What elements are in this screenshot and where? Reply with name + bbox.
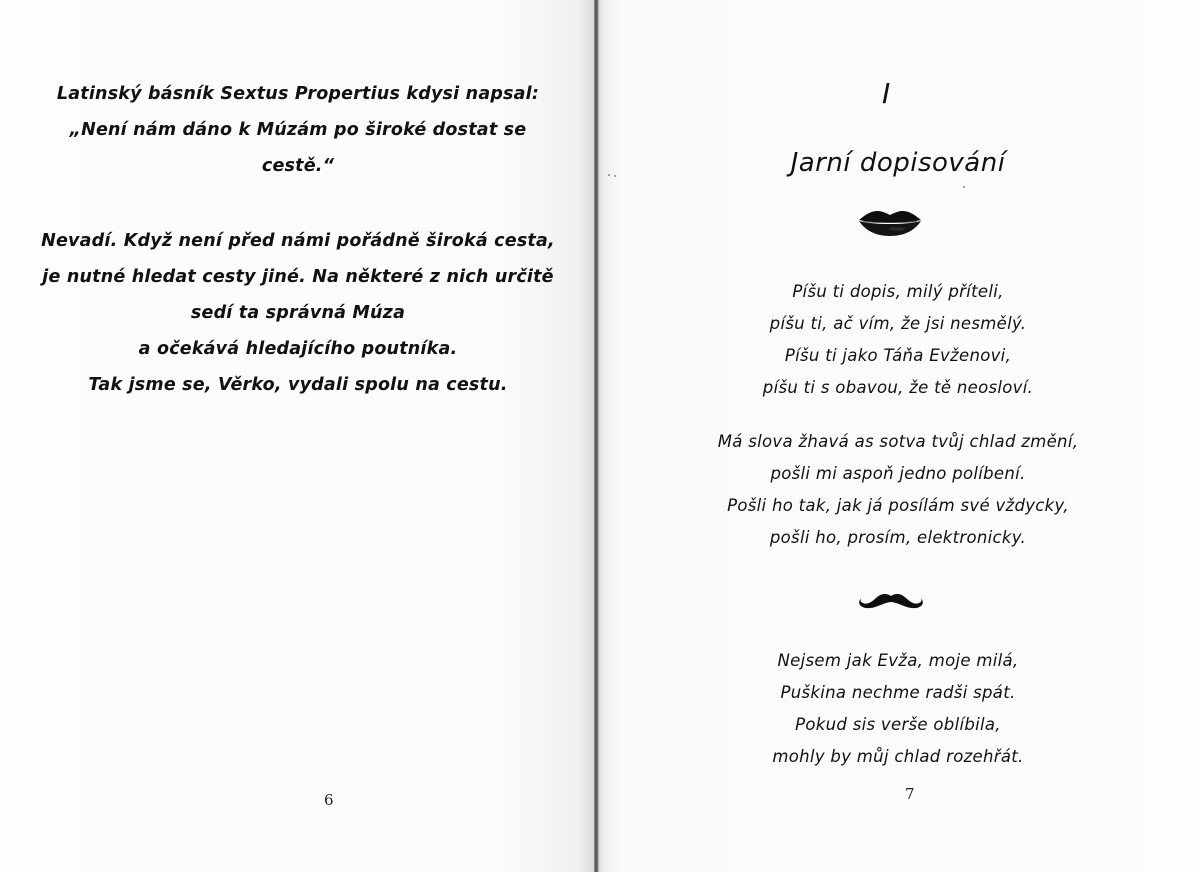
text-line: a očekává hledajícího poutníka. xyxy=(138,339,458,359)
text-line: je nutné hledat cesty jiné. Na některé z nich určitě xyxy=(42,267,554,287)
left-page xyxy=(0,0,596,872)
paper-speck xyxy=(608,174,610,176)
text-line: Tak jsme se, Věrko, vydali spolu na cestu. xyxy=(88,375,508,395)
page-number-left: 6 xyxy=(324,791,334,809)
verse-line: Pokud sis verše oblíbila, xyxy=(795,715,1001,734)
paper-speck xyxy=(614,175,616,177)
stanza-3 xyxy=(596,645,1200,773)
book-gutter xyxy=(594,0,599,872)
verse-line: Pošli ho tak, jak já posílám své vždycky, xyxy=(727,496,1069,515)
page-number-right: 7 xyxy=(905,785,915,803)
text-line: Nevadí. Když není před námi pořádně široká cesta, xyxy=(41,231,555,251)
text-line: cestě.“ xyxy=(261,156,335,176)
text-line: sedí ta správná Múza xyxy=(190,303,406,323)
verse-line: Nejsem jak Evža, moje milá, xyxy=(777,651,1019,670)
mustache-icon xyxy=(857,590,925,619)
verse-line: píšu ti s obavou, že tě neosloví. xyxy=(762,378,1034,397)
lips-icon xyxy=(857,207,923,242)
verse-line: Puškina nechme radši spát. xyxy=(780,683,1016,702)
intro-paragraph xyxy=(40,76,556,184)
text-line: Latinský básník Sextus Propertius kdysi napsal: xyxy=(56,84,540,104)
paper-speck xyxy=(963,186,965,188)
chapter-number: I xyxy=(882,77,891,110)
verse-line: Píšu ti jako Táňa Evženovi, xyxy=(784,346,1012,365)
verse-line: Píšu ti dopis, milý příteli, xyxy=(792,282,1004,301)
text-line: „Není nám dáno k Múzám po široké dostat se xyxy=(69,120,527,140)
verse-line: píšu ti, ač vím, že jsi nesmělý. xyxy=(769,314,1027,333)
verse-line: pošli mi aspoň jedno políbení. xyxy=(770,464,1026,483)
right-page xyxy=(596,0,1200,872)
verse-line: Má slova žhavá as sotva tvůj chlad změní, xyxy=(717,432,1079,451)
stanza-2 xyxy=(596,426,1200,554)
verse-line: mohly by můj chlad rozehřát. xyxy=(772,747,1024,766)
verse-line: pošli ho, prosím, elektronicky. xyxy=(769,528,1027,547)
second-paragraph xyxy=(40,223,556,403)
chapter-title: Jarní dopisování xyxy=(790,148,1006,178)
stanza-1 xyxy=(596,276,1200,404)
